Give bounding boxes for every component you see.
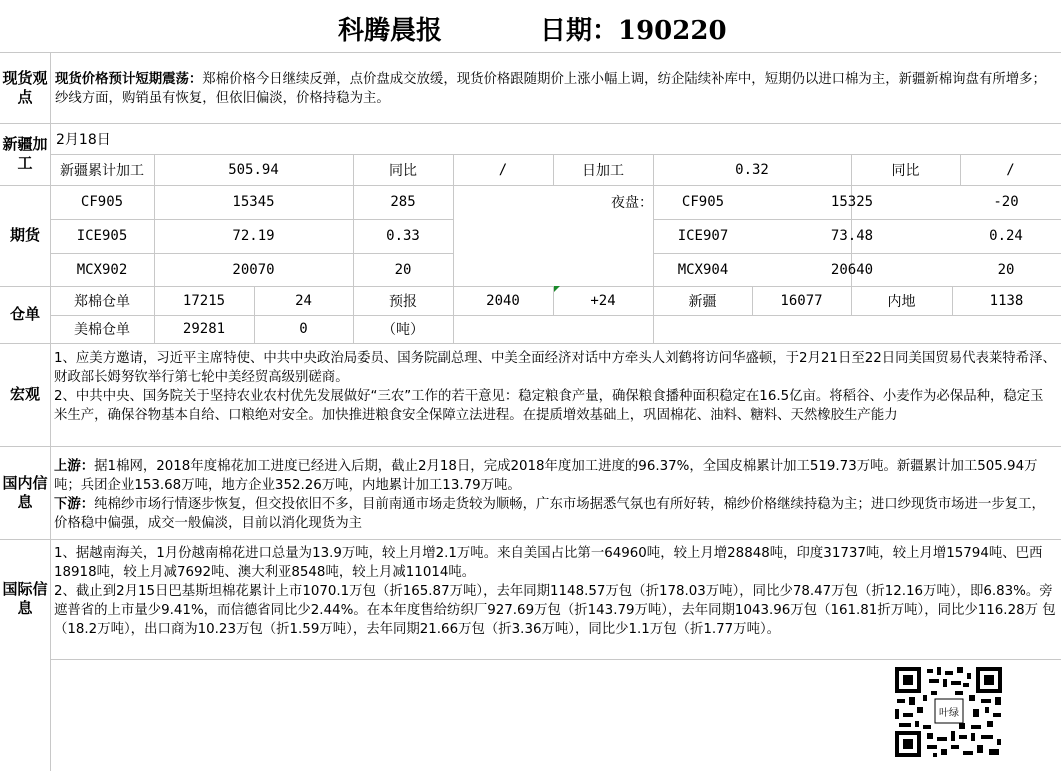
forecast-change: +24 bbox=[590, 292, 616, 309]
spot-text: 郑棉价格今日继续反弹，点价盘成交放缓，现货价格跟随期价上涨小幅上调，纺企陆续补库中，短期仍以进口棉为主，新疆新棉询盘有所增多；纱线方面，购销虽有恢复，但依旧偏淡，价格持稳为主。 bbox=[55, 72, 1046, 106]
zheng-warehouse-label: 郑棉仓单 bbox=[74, 293, 130, 310]
domestic-downstream bbox=[54, 495, 1056, 533]
night-change: -20 bbox=[993, 194, 1019, 210]
futures-price: 20070 bbox=[232, 261, 275, 278]
inland-warehouse-label: 内地 bbox=[887, 293, 916, 310]
daily-yoy-value: / bbox=[1006, 161, 1015, 178]
report-date: 日期：190220 bbox=[540, 16, 727, 46]
spot-label: 现货观点 bbox=[2, 68, 48, 106]
futures-contract: ICE905 bbox=[76, 228, 128, 244]
xinjiang-yoy-value: / bbox=[498, 161, 508, 178]
spot-headline: 现货价格预计短期震荡： bbox=[55, 72, 203, 87]
xinjiang-label: 新疆加工 bbox=[2, 135, 48, 172]
futures-contract: CF905 bbox=[80, 194, 124, 210]
row-divider bbox=[0, 52, 1061, 53]
spot-view bbox=[55, 70, 1055, 108]
night-contract: CF905 bbox=[681, 194, 725, 210]
xinjiang-cum-label: 新疆累计加工 bbox=[60, 162, 144, 179]
row-divider bbox=[0, 539, 1061, 540]
xinjiang-cum-value: 505.94 bbox=[228, 161, 279, 178]
row-divider bbox=[0, 343, 1061, 344]
report-header bbox=[0, 0, 1061, 52]
row-divider bbox=[0, 446, 1061, 447]
xinjiang-yoy-label: 同比 bbox=[389, 162, 417, 179]
futures-change: 285 bbox=[390, 194, 416, 210]
futures-change: 20 bbox=[394, 261, 412, 278]
row-divider bbox=[0, 123, 1061, 124]
international-text: 1、据越南海关，1月份越南棉花进口总量为13.9万吨，较上月增2.1万吨。来自美国占比第一64960吨，较上月增28848吨，印度31737吨，较上月增15794吨、巴西18918吨，较上月减7692吨、澳大利亚8548吨，较上月减11014吨。 2、截止到2月15日巴基斯坦棉花累计上市1070.1万包（折165.87万吨），去年同期1148.57万包（折178.03万吨），同比少78.47万包（折12.16万吨），即6.83%。旁遮普省的上市量少9.41%，而信德省同比少2.44%。在本年度售给纺织厂927.69万包（折143.79万吨），去年同期1043.96万包（161.81折万吨），同比少116.28万 包（18.2万吨），出口商为10.23万包（折1.59万吨），去年同期21.66万包（折3.36万吨），同比少1.1万包（折1.77万吨）。 bbox=[54, 546, 1056, 637]
macro-label: 宏观 bbox=[9, 385, 40, 403]
qr-code bbox=[893, 665, 1004, 759]
unit-label: （吨） bbox=[382, 322, 424, 338]
futures-price: 72.19 bbox=[232, 228, 275, 244]
downstream-label: 下游： bbox=[54, 497, 95, 512]
macro-text: 1、应美方邀请，习近平主席特使、中共中央政治局委员、国务院副总理、中美全面经济对话中方牵头人刘鹤将访问华盛顿，于2月21日至22日同美国贸易代表莱特希泽、财政部长姆努钦举行第七轮中美经贸高级别磋商。 2、中共中央、国务院关于坚持农业农村优先发展做好“三农”工作的若干意见：稳定粮食产量，确保粮食播种面积稳定在16.5亿亩。将稻谷、小麦作为必保品种，稳定玉米生产，确保谷物基本自给、口粮绝对安全。加快推进粮食安全保障立法进程。在提质增效基础上，巩固棉花、油料、糖料、天然橡胶生产能力 bbox=[54, 351, 1056, 423]
international-label: 国际信息 bbox=[2, 580, 48, 617]
futures-change: 0.33 bbox=[386, 228, 420, 244]
report-title: 科腾晨报 bbox=[338, 16, 443, 46]
inland-warehouse-value: 1138 bbox=[989, 292, 1024, 309]
domestic-label: 国内信息 bbox=[2, 473, 48, 511]
upstream-label: 上游： bbox=[54, 459, 95, 474]
night-session-label: 夜盘： bbox=[611, 195, 653, 211]
qr-caption: 叶绿 bbox=[939, 708, 959, 719]
xinjiang-date: 2月18日 bbox=[56, 132, 111, 148]
futures-contract: MCX902 bbox=[76, 261, 128, 278]
zheng-warehouse-change: 24 bbox=[295, 292, 312, 309]
night-change: 20 bbox=[997, 261, 1015, 278]
night-contract: ICE907 bbox=[677, 228, 729, 244]
xinjiang-warehouse-label: 新疆 bbox=[688, 293, 717, 310]
futures-price: 15345 bbox=[232, 194, 275, 210]
forecast-value: 2040 bbox=[486, 292, 520, 309]
warehouse-label: 仓单 bbox=[9, 305, 40, 323]
zheng-warehouse-value: 17215 bbox=[182, 292, 226, 309]
daily-processing-label: 日加工 bbox=[582, 162, 624, 179]
forecast-label: 预报 bbox=[389, 293, 417, 310]
daily-processing-value: 0.32 bbox=[735, 161, 769, 178]
us-warehouse-label: 美棉仓单 bbox=[74, 322, 130, 338]
domestic-upstream bbox=[54, 457, 1056, 495]
night-price: 15325 bbox=[830, 194, 874, 210]
row-divider bbox=[50, 659, 1061, 660]
night-price: 73.48 bbox=[830, 228, 874, 244]
night-change: 0.24 bbox=[989, 228, 1023, 244]
us-warehouse-value: 29281 bbox=[182, 321, 226, 337]
xinjiang-warehouse-value: 16077 bbox=[780, 292, 823, 309]
us-warehouse-change: 0 bbox=[299, 321, 308, 337]
upstream-text: 据1棉网，2018年度棉花加工进度已经进入后期，截止2月18日，完成2018年度加工进度的96.37%，全国皮棉累计加工519.73万吨。新疆累计加工505.94万吨；兵团企业153.68万吨，地方企业352.26万吨，内地累计加工13.79万吨。 bbox=[54, 459, 1038, 493]
futures-label: 期货 bbox=[9, 226, 40, 244]
night-price: 20640 bbox=[830, 261, 874, 278]
downstream-text: 纯棉纱市场行情逐步恢复，但交投依旧不多，目前南通市场走货较为顺畅，广东市场据悉气氛也有所好转，棉纱价格继续持稳为主；进口纱现货市场进一步复工，价格稳中偏强，成交一般偏淡，目前以消化现货为主 bbox=[54, 497, 1045, 531]
night-contract: MCX904 bbox=[677, 261, 729, 278]
daily-yoy-label: 同比 bbox=[891, 162, 920, 179]
